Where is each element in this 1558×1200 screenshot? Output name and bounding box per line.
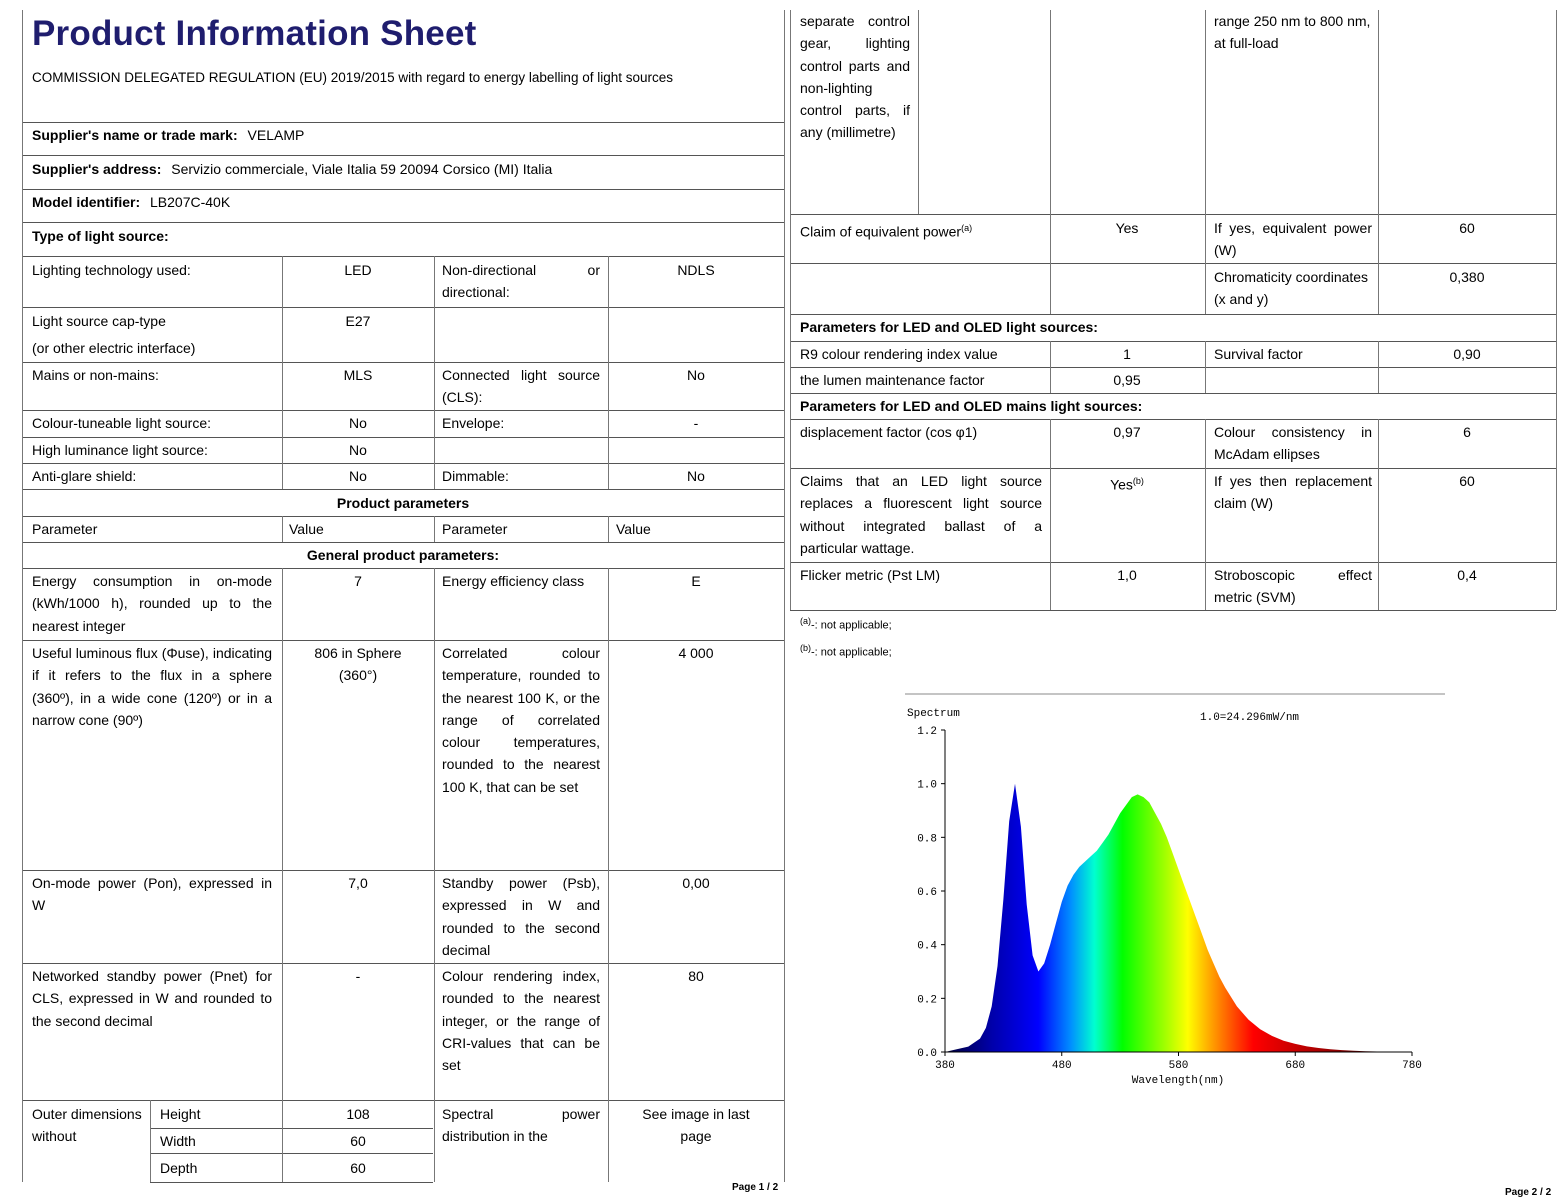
general-value: 7,0 [348, 875, 368, 891]
general-value: 806 in Sphere (360°) [314, 645, 402, 684]
x-tick-label: 380 [935, 1060, 955, 1072]
general-param: On-mode power (Pon), expressed in W [32, 875, 272, 914]
spectral-value: See image in last page [642, 1106, 750, 1145]
footnote-marker: (a) [961, 223, 973, 233]
mains-value: Yes [1110, 476, 1133, 493]
mains-param: Flicker metric (Pst LM) [800, 567, 940, 583]
type-header: Type of light source: [32, 228, 169, 244]
type-value: LED [344, 262, 372, 278]
led-param: the lumen maintenance factor [800, 372, 985, 388]
general-param: Standby power (Psb), expressed in W and rounded to the second decimal [442, 875, 600, 958]
p2-param: separate control gear, lighting control parts and non-lighting control parts, if any (millimetre) [800, 13, 910, 141]
general-value: 80 [688, 968, 704, 984]
led-param: R9 colour rendering index value [800, 346, 998, 362]
led-param: Survival factor [1214, 346, 1303, 362]
type-value: - [693, 415, 699, 431]
y-tick-label: 0.4 [917, 940, 937, 953]
y-tick-label: 0.6 [917, 887, 937, 899]
general-value: - [355, 968, 361, 984]
led-value: 1 [1123, 346, 1131, 362]
mains-param: If yes then replacement claim (W) [1214, 473, 1372, 512]
type-value: No [687, 468, 705, 484]
type-param: High luminance light source: [32, 442, 208, 458]
general-param: Useful luminous flux (Φuse), indicating if it refers to the flux in a sphere (360º), in a wide cone (120º) or in a narrow cone (90º) [32, 645, 272, 728]
type-param: Lighting technology used: [32, 262, 191, 278]
dimension-value: 108 [346, 1106, 370, 1122]
y-tick-label: 0.0 [917, 1048, 937, 1060]
general-value: E [691, 573, 701, 589]
footnote [800, 643, 892, 659]
type-param: Envelope: [442, 415, 505, 431]
chart-annotation: 1.0=24.296mW/nm [1200, 712, 1300, 724]
footnote-marker: (b) [1132, 476, 1144, 486]
column-header: Value [289, 521, 324, 537]
mains-value: 60 [1459, 473, 1475, 489]
general-value: 7 [354, 573, 362, 589]
dimension-value: 60 [350, 1160, 366, 1176]
x-tick-label: 780 [1402, 1060, 1422, 1072]
led-value: 0,90 [1453, 346, 1481, 362]
general-parameters-header: General product parameters: [306, 547, 500, 563]
footnote-text: : not applicable; [814, 619, 892, 632]
product-parameters-header: Product parameters [336, 495, 470, 511]
type-value: NDLS [677, 262, 715, 278]
type-param-note: (or other electric interface) [32, 340, 196, 356]
y-tick-label: 1.0 [917, 779, 937, 792]
type-value: No [349, 442, 367, 458]
mains-value: 6 [1463, 424, 1471, 440]
y-tick-label: 1.2 [917, 726, 937, 738]
p2-param: range 250 nm to 800 nm, at full-load [1214, 13, 1371, 52]
mains-value: 0,97 [1113, 424, 1141, 440]
spectrum-area [945, 784, 1412, 1052]
type-param: Non-directional or directional: [442, 262, 600, 301]
footnote-sep: - [811, 646, 815, 659]
p2-param: Chromaticity coordinates (x and y) [1214, 269, 1369, 308]
mains-value: 1,0 [1117, 567, 1137, 583]
general-value: 4 000 [678, 645, 714, 661]
type-value: No [349, 415, 367, 431]
spectral-param: Spectral power distribution in the [442, 1106, 600, 1145]
supplier-address-row [32, 158, 552, 180]
mains-param: Colour consistency in McAdam ellipses [1214, 424, 1372, 463]
dimension-value: 60 [350, 1133, 366, 1149]
page-number: Page 1 / 2 [732, 1182, 779, 1193]
led-parameters-header: Parameters for LED and OLED light sources: [800, 319, 1098, 335]
type-value: No [687, 367, 705, 383]
page-title: Product Information Sheet [32, 14, 477, 53]
column-header: Parameter [32, 521, 98, 537]
page-number: Page 2 / 2 [1505, 1187, 1552, 1198]
type-param: Light source cap-type [32, 313, 166, 329]
supplier-name-label: Supplier's name or trade mark: [32, 127, 238, 143]
led-value: 0,95 [1113, 372, 1141, 388]
general-param: Energy consumption in on-mode (kWh/1000 h), rounded up to the nearest integer [32, 573, 272, 634]
type-param: Anti-glare shield: [32, 468, 137, 484]
x-tick-label: 480 [1051, 1060, 1072, 1072]
supplier-address-label: Supplier's address: [32, 161, 162, 177]
dimension-name: Depth [160, 1160, 198, 1176]
footnote [800, 616, 892, 632]
dimension-name: Height [160, 1106, 201, 1122]
mains-parameters-header: Parameters for LED and OLED mains light sources: [800, 398, 1143, 414]
footnote-mark: (b) [800, 643, 811, 653]
general-param: Colour rendering index, rounded to the nearest integer, or the range of CRI-values that can be set [442, 968, 600, 1074]
supplier-name-value: VELAMP [247, 127, 305, 143]
type-param: Colour-tuneable light source: [32, 415, 211, 431]
regulation-text: COMMISSION DELEGATED REGULATION (EU) 2019/2015 with regard to energy labelling of light sources [32, 70, 673, 85]
model-label: Model identifier: [32, 194, 141, 210]
p2-param: Claim of equivalent power [800, 223, 962, 240]
mains-param: Claims that an LED light source replaces a fluorescent light source without integrated ballast of a particular wattage. [800, 473, 1042, 556]
x-axis-label: Wavelength(nm) [1131, 1075, 1225, 1087]
supplier-address-value: Servizio commerciale, Viale Italia 59 20094 Corsico (MI) Italia [171, 161, 553, 177]
x-tick-label: 580 [1168, 1060, 1189, 1072]
dimensions-label: Outer dimensions without [32, 1106, 142, 1145]
type-value: E27 [345, 313, 371, 329]
footnote-text: : not applicable; [814, 646, 892, 659]
type-param: Dimmable: [442, 468, 509, 484]
y-tick-label: 0.8 [917, 833, 937, 846]
general-param: Correlated colour temperature, rounded to the nearest 100 K, or the range of correlated colour temperatures, rounded to the nearest 100 K, that can be set [442, 645, 600, 795]
p2-value: Yes [1115, 220, 1139, 236]
y-tick-label: 0.2 [917, 994, 937, 1007]
type-param: Mains or non-mains: [32, 367, 159, 383]
model-value: LB207C-40K [150, 194, 231, 210]
dimension-name: Width [160, 1133, 196, 1149]
column-header: Parameter [442, 521, 508, 537]
p2-value: 60 [1459, 220, 1475, 236]
x-tick-label: 680 [1285, 1060, 1306, 1072]
footnote-mark: (a) [800, 616, 811, 626]
type-param: Connected light source (CLS): [442, 367, 600, 406]
supplier-name-row [32, 124, 304, 146]
model-row [32, 191, 230, 213]
spectrum-chart [900, 690, 1450, 1100]
footnote-sep: - [811, 619, 815, 632]
type-value: MLS [343, 367, 373, 383]
column-header: Value [616, 521, 651, 537]
type-value: No [349, 468, 367, 484]
general-value: 0,00 [682, 875, 710, 891]
p2-param: If yes, equivalent power (W) [1214, 220, 1372, 259]
p2-param-row [800, 217, 1045, 243]
mains-param: Stroboscopic effect metric (SVM) [1214, 567, 1372, 606]
p2-value: 0,380 [1449, 269, 1485, 285]
mains-value: 0,4 [1457, 567, 1477, 583]
mains-value-row [1052, 470, 1202, 496]
chart-title: Spectrum [907, 708, 960, 720]
mains-param: displacement factor (cos φ1) [800, 424, 978, 440]
general-param: Energy efficiency class [442, 573, 585, 589]
general-param: Networked standby power (Pnet) for CLS, expressed in W and rounded to the second decimal [32, 968, 272, 1029]
